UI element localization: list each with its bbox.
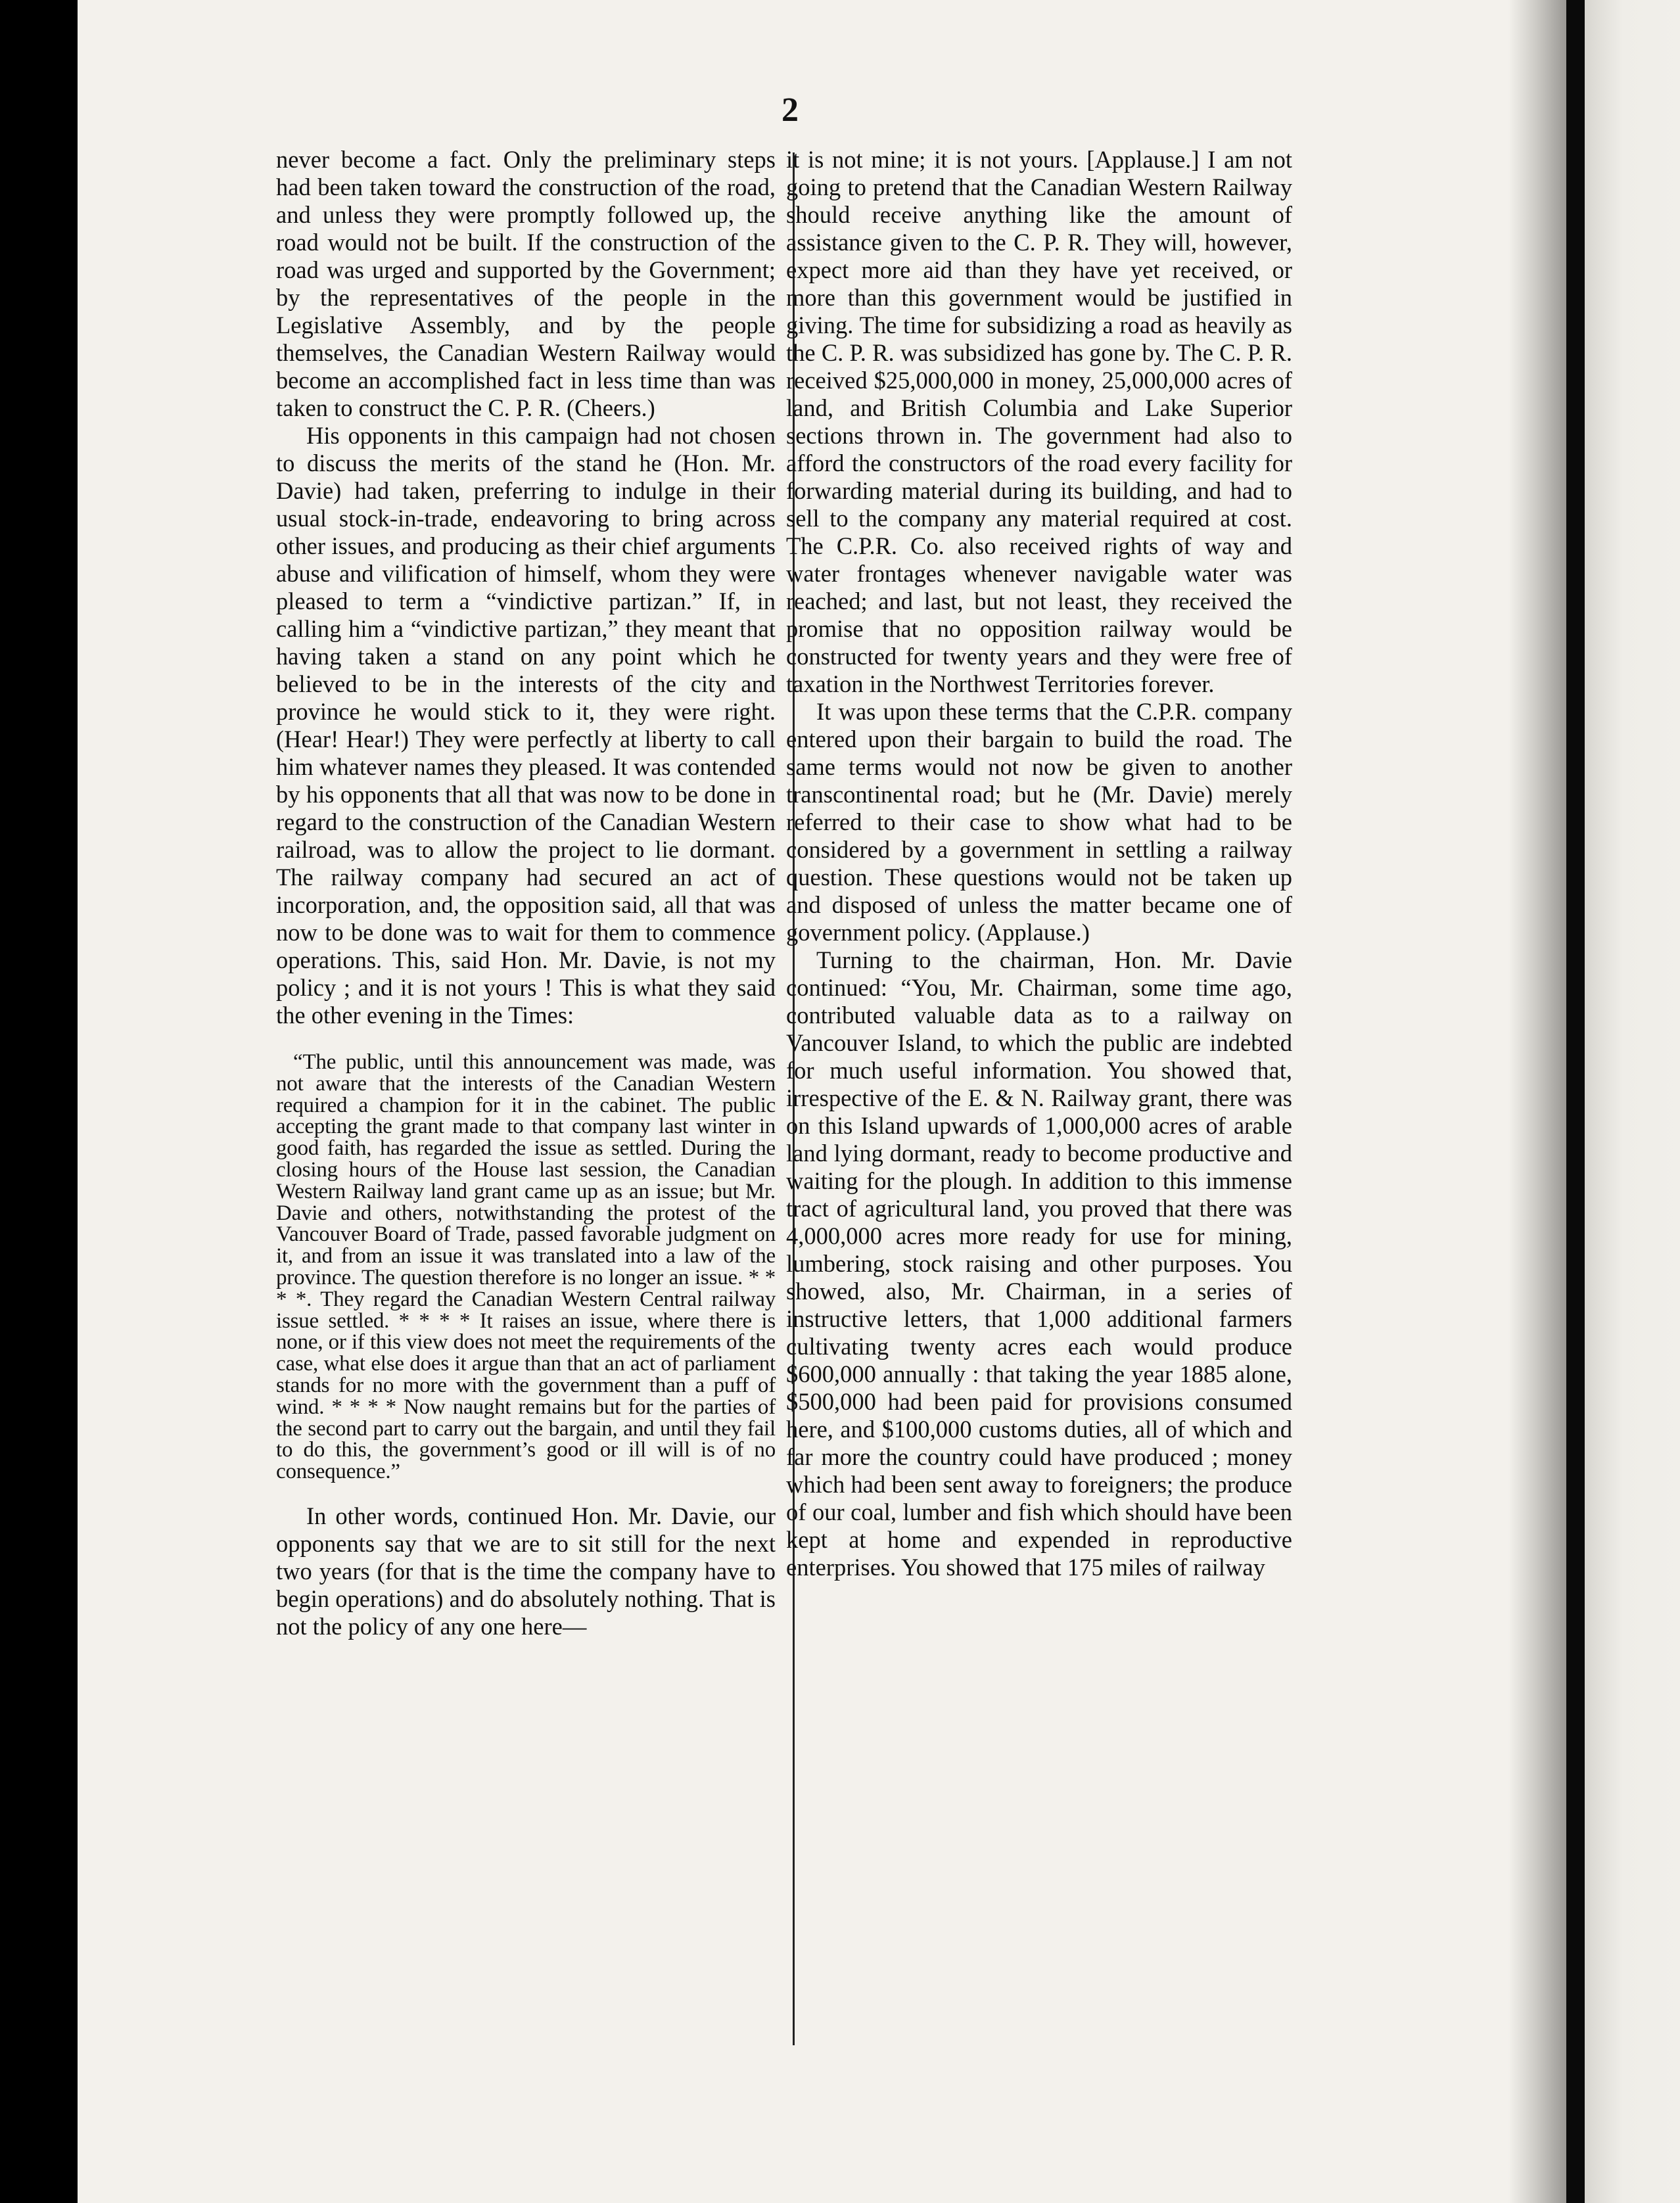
scan-left-border [0,0,78,2203]
right-paragraph-1: it is not mine; it is not yours. [Applause.] I am not going to pretend that the Canadian Western Railway should receive anything like the amount of assistance given to the C. P. R. They will, however, expect more aid than they have yet received, or more than this government would be justified in giving. The time for subsidizing a road as heavily as the C. P. R. was subsidized has gone by. The C. P. R. received $25,000,000 in money, 25,000,000 acres of land, and British Columbia and Lake Superior sections thrown in. The government had also to afford the constructors of the road every facility for forwarding material during its building, and had to sell to the company any material required at cost. The C.P.R. Co. also received rights of way and water frontages whenever navigable water was reached; and last, but not least, they received the promise that no opposition railway would be constructed for twenty years and they were free of taxation in the Northwest Territories forever. [786,146,1292,697]
right-paragraph-3: Turning to the chairman, Hon. Mr. Davie continued: “You, Mr. Chairman, some time ago, contributed valuable data as to a railway on Vancouver Island, to which the public are indebted for much useful information. You showed that, irrespective of the E. & N. Railway grant, there was on this Island upwards of 1,000,000 acres of arable land lying dormant, ready to become productive and waiting for the plough. In addition to this immense tract of agricultural land, you proved that there was 4,000,000 acres more ready for use for mining, lumbering, stock raising and other purposes. You showed, also, Mr. Chairman, in a series of instructive letters, that 1,000 additional farmers cultivating twenty acres each would produce $600,000 annually : that taking the year 1885 alone, $500,000 had been paid for provisions consumed here, and $100,000 customs duties, all of which and far more the country could have produced ; money which had been sent away to foreigners; the produce of our coal, lumber and fish which should have been kept at home and expended in reproductive enterprises. You showed that 175 miles of railway [786,946,1292,1581]
right-paragraph-2: It was upon these terms that the C.P.R. company entered upon their bargain to build the road. The same terms would not now be given to another transcontinental road; but he (Mr. Davie) merely referred to their case to show what had to be considered by a government in settling a railway question. These questions would not be taken up and disposed of unless the matter became one of government policy. (Applause.) [786,698,1292,946]
page-number: 2 [782,91,799,129]
times-quotation: “The public, until this announcement was made, was not aware that the interests of the Canadian Western required a champion for it in the cabinet. The public accepting the grant made to that company last winter in good faith, has regarded the issue as settled. During the closing hours of the House last session, the Canadian Western Railway land grant came up as an issue; but Mr. Davie and others, notwithstanding the protest of the Vancouver Board of Trade, passed favorable judgment on it, and from an issue it was translated into a law of the province. The question therefore is no longer an issue. * * * *. They regard the Canadian Western Central railway issue settled. * * * * It raises an issue, where there is none, or if this view does not meet the requirements of the case, what else does it argue than that an act of parliament stands for no more with the government than a puff of wind. * * * * Now naught remains but for the parties of the second part to carry out the bargain, and until they fail to do this, the government’s good or ill will is of no consequence.” [276,1050,776,1484]
left-column [276,146,776,1640]
page-edge-shadow [1508,0,1566,2203]
left-paragraph-1: never become a fact. Only the preliminary steps had been taken toward the construction of the road, and unless they were promptly followed up, the road would not be built. If the construction of the road was urged and supported by the Government; by the representatives of the people in the Legislative Assembly, and by the people themselves, the Canadian Western Railway would become an accomplished fact in less time than was taken to construct the C. P. R. (Cheers.) [276,146,776,421]
right-column [786,146,1292,1581]
adjacent-page-edge [1585,0,1680,2203]
left-paragraph-2: His opponents in this campaign had not chosen to discuss the merits of the stand he (Hon. Mr. Davie) had taken, preferring to indulge in their usual stock-in-trade, endeavoring to bring across other issues, and producing as their chief arguments abuse and vilification of himself, whom they were pleased to term a “vindictive partizan.” If, in calling him a “vindictive partizan,” they meant that having taken a stand on any point which he believed to be in the interests of the city and province he would stick to it, they were right. (Hear! Hear!) They were perfectly at liberty to call him whatever names they pleased. It was contended by his opponents that all that was now to be done in regard to the construction of the Canadian Western railroad, was to allow the project to lie dormant. The railway company had secured an act of incorporation, and, the opposition said, all that was now to be done was to wait for them to commence operations. This, said Hon. Mr. Davie, is not my policy ; and it is not yours ! This is what they said the other evening in the Times: [276,422,776,1029]
left-paragraph-3: In other words, continued Hon. Mr. Davie, our opponents say that we are to sit still for the next two years (for that is the time the company have to begin operations) and do absolutely nothing. That is not the policy of any one here— [276,1502,776,1640]
page-gap [1566,0,1585,2203]
